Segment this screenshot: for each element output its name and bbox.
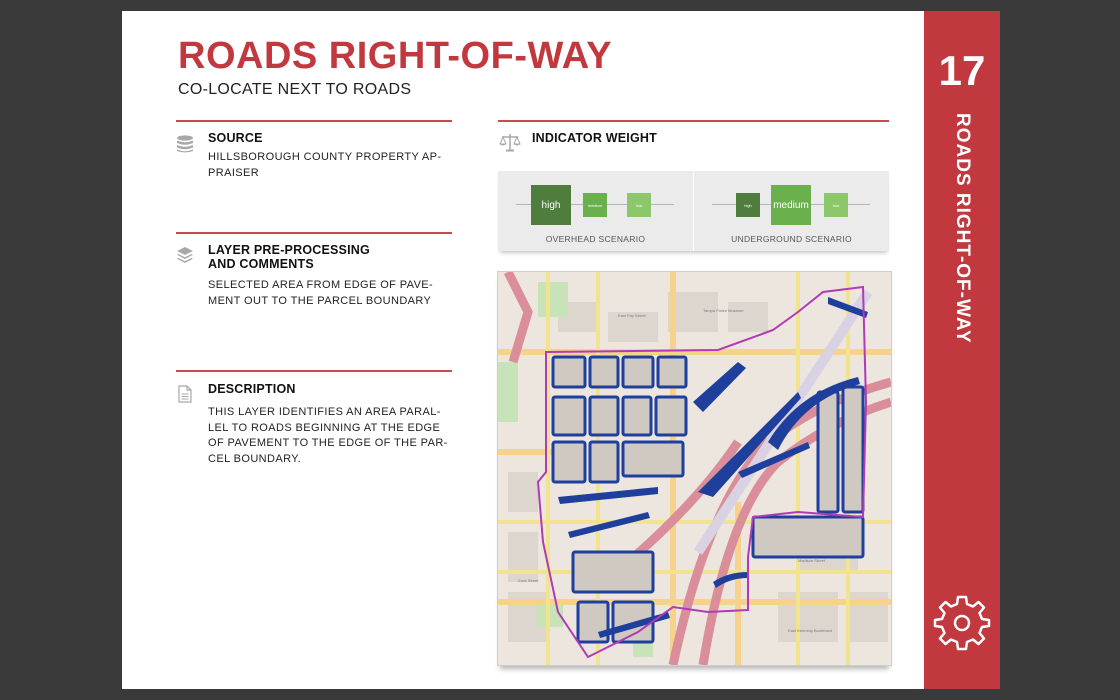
svg-text:Tampa Police Museum: Tampa Police Museum bbox=[703, 308, 744, 313]
svg-text:Madison Street: Madison Street bbox=[798, 558, 825, 563]
weight-high: high bbox=[736, 193, 760, 217]
preprocessing-heading-line1: LAYER PRE-PROCESSING bbox=[208, 243, 370, 257]
svg-text:Zack Street: Zack Street bbox=[518, 578, 539, 583]
divider bbox=[498, 120, 889, 122]
source-heading: SOURCE bbox=[208, 131, 263, 145]
roads-right-of-way-map bbox=[497, 271, 892, 666]
sidebar-title: ROADS RIGHT-OF-WAY bbox=[952, 113, 973, 344]
indicator-heading: INDICATOR WEIGHT bbox=[532, 131, 657, 145]
weight-medium-selected: medium bbox=[771, 185, 811, 225]
overhead-scenario-label: OVERHEAD SCENARIO bbox=[545, 234, 646, 244]
document-icon bbox=[175, 384, 195, 404]
underground-scenario bbox=[694, 171, 889, 251]
weight-medium: medium bbox=[583, 193, 607, 217]
gear-icon bbox=[932, 593, 992, 653]
page-number: 17 bbox=[938, 47, 986, 94]
database-icon bbox=[175, 134, 195, 154]
underground-scenario-label: UNDERGROUND SCENARIO bbox=[731, 234, 852, 244]
preprocessing-heading-line2: AND COMMENTS bbox=[208, 257, 314, 271]
weight-high-selected: high bbox=[531, 185, 571, 225]
divider bbox=[176, 232, 452, 234]
page-title: ROADS RIGHT-OF-WAY bbox=[178, 35, 613, 77]
preprocessing-heading bbox=[208, 243, 370, 271]
weight-low: low bbox=[627, 193, 651, 217]
description-body: THIS LAYER IDENTIFIES AN AREA PARAL-LEL TO ROADS BEGINNING AT THE EDGE OF PAVEMENT TO THE EDGE OF THE PAR-CEL BOUNDARY. bbox=[208, 406, 448, 465]
indicator-weight-panel bbox=[498, 171, 889, 251]
layers-icon bbox=[175, 245, 195, 265]
divider bbox=[176, 120, 452, 122]
preprocessing-body: SELECTED AREA FROM EDGE OF PAVE-MENT OUT TO THE PARCEL BOUNDARY bbox=[208, 279, 434, 307]
section-sidebar bbox=[924, 11, 1000, 689]
overhead-scenario bbox=[498, 171, 693, 251]
svg-text:East Kennedy Boulevard: East Kennedy Boulevard bbox=[788, 628, 833, 633]
scale-icon bbox=[499, 131, 521, 153]
page-subtitle: CO-LOCATE NEXT TO ROADS bbox=[178, 81, 412, 98]
weight-low: low bbox=[824, 193, 848, 217]
divider bbox=[176, 370, 452, 372]
description-heading: DESCRIPTION bbox=[208, 382, 296, 396]
document-page bbox=[122, 11, 924, 689]
svg-text:East Fay Street: East Fay Street bbox=[618, 313, 646, 318]
source-body: HILLSBOROUGH COUNTY PROPERTY AP-PRAISER bbox=[208, 151, 442, 179]
map-image bbox=[498, 272, 891, 665]
